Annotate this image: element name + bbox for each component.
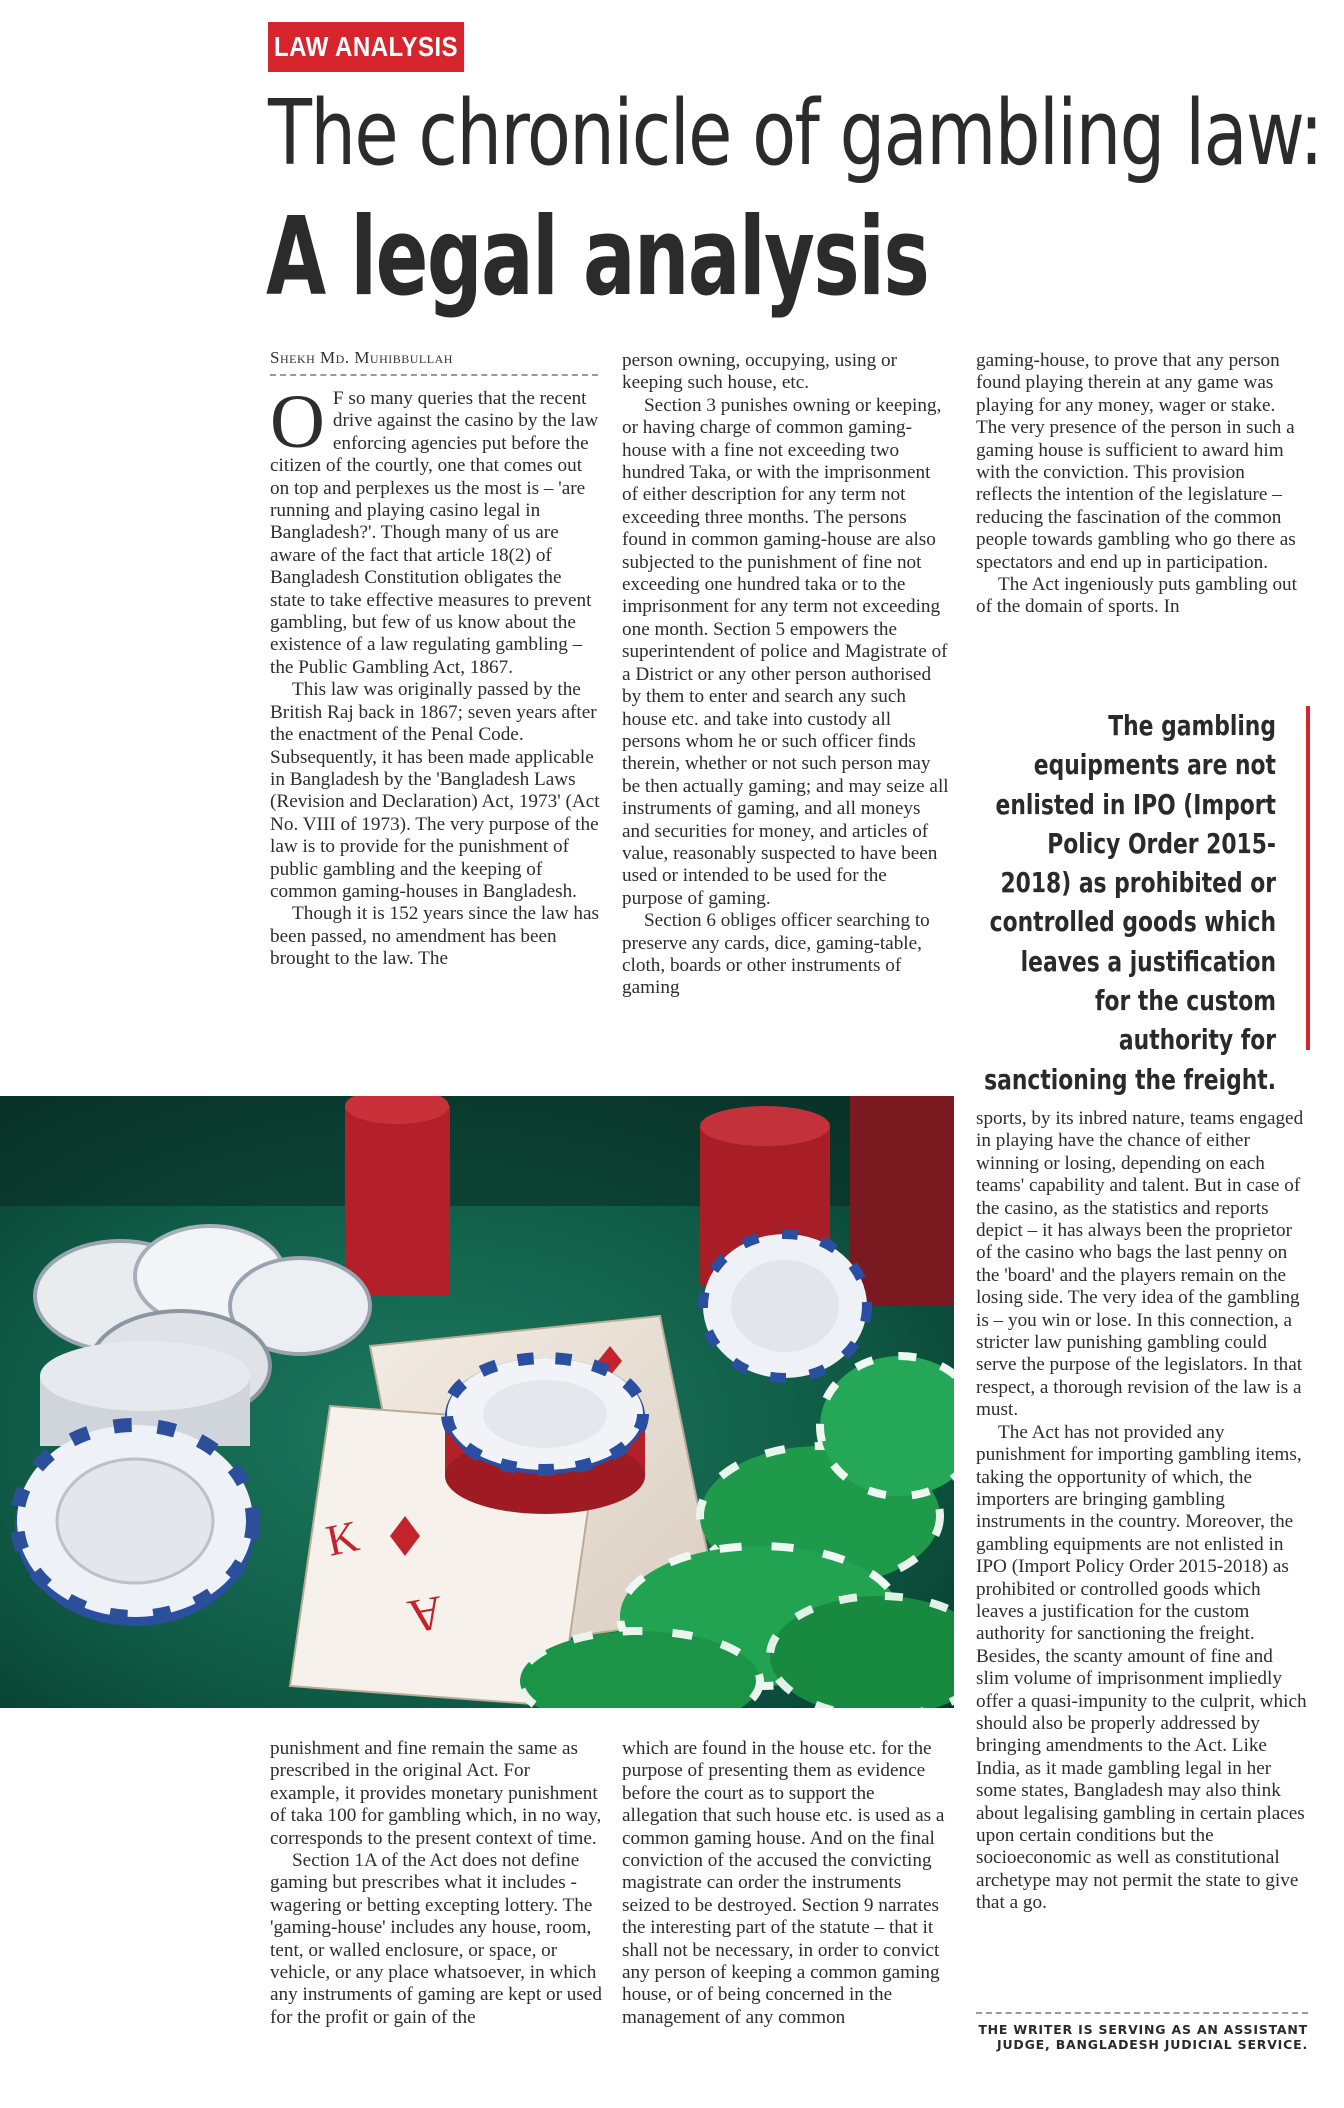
casino-chips-illustration [0, 1096, 954, 1708]
paragraph: Though it is 152 years since the law has been passed, no amendment has been brought to the law. The [270, 903, 599, 970]
section-tag: LAW ANALYSIS [268, 22, 464, 72]
article-column-1-top [270, 388, 600, 1068]
paragraph: This law was originally passed by the British Raj back in 1867; seven years after the enactment of the Penal Code. Subsequently, it has been made applicable in Bangladesh by the 'Bangladesh Laws (Revision and Declaration) Act, 1973' (Act No. VIII of 1973). The very purpose of the law is to provide for the punishment of public gambling and the keeping of common gaming-houses in Bangladesh. [270, 679, 600, 902]
article-column-3-top [976, 350, 1306, 660]
writer-note: THE WRITER IS SERVING AS AN ASSISTANT JUDGE, BANGLADESH JUDICIAL SERVICE. [976, 2012, 1308, 2052]
paragraph: The Act has not provided any punishment for importing gambling items, taking the opportunity of which, the importers are bringing gambling instruments in the country. Moreover, the gambling equipments are not enlisted in IPO (Import Policy Order 2015-2018) as prohibited or controlled goods which leaves a justification for the custom authority for sanctioning the freight. Besides, the scanty amount of fine and slim volume of imprisonment impliedly offer a quasi-impunity to the culprit, which should also be properly addressed by bringing amendments to the Act. Like India, as it made gambling legal in her some states, Bangladesh may also think about legalising gambling in certain places upon certain conditions but the socioeconomic as well as constitutional archetype may not permit the state to give that a go. [976, 1421, 1307, 1914]
article-column-2-top [622, 350, 950, 1066]
paragraph: sports, by its inbred nature, teams engaged in playing have the chance of either winning or losing, depending on each teams' capability and talent. But in case of the casino, as the statistics and reports depict – it has always been the proprietor of the casino who bags the last penny on the 'board' and the players remain on the losing side. The very idea of the gambling is – you win or lose. In this connection, a stricter law punishing gambling could serve the purpose of the legislators. In that respect, a thorough revision of the law is a must. [976, 1108, 1304, 1421]
paragraph: Section 1A of the Act does not define gaming but prescribes what it includes - wagering or betting excepting lottery. The 'gaming-house' includes any house, room, tent, or walled enclosure, or space, or vehicle, or any place whatsoever, in which any instruments of gaming are kept or used for the profit or gain of the [270, 1850, 602, 2028]
article-column-1-bottom [270, 1738, 602, 2094]
pull-quote-text: The gambling equipments are not enlisted in IPO (Import Policy Order 2015-2018) as prohibited or controlled goods which leaves a justification for the custom authority for sanctioning the freight. [984, 709, 1276, 1096]
paragraph: Section 6 obliges officer searching to preserve any cards, dice, gaming-table, cloth, boards or other instruments of gaming [622, 910, 930, 999]
paragraph: punishment and fine remain the same as prescribed in the original Act. For example, it provides monetary punishment of taka 100 for gambling which, in no way, corresponds to the present context of time. [270, 1738, 602, 1849]
author-byline: Shekh Md. Muhibbullah [270, 348, 598, 376]
svg-text:K: K [321, 1511, 364, 1566]
pull-quote [982, 706, 1310, 1096]
article-column-3-middle [976, 1108, 1308, 2008]
paragraph: The Act ingeniously puts gambling out of the domain of sports. In [976, 574, 1297, 618]
white-chip-right [703, 1234, 867, 1378]
headline-line-2: A legal analysis [266, 195, 929, 320]
casino-chips-photo [0, 1096, 954, 1708]
headline-line-1: The chronicle of gambling law: [268, 81, 1323, 186]
paragraph: gaming-house, to prove that any person found playing therein at any game was playing for any money, wager or stake. The very presence of the person in such a gaming house is sufficient to award him with the conviction. This provision reflects the intention of the legislature – reducing the fascination of the common people towards gambling who go there as spectators and end up in participation. [976, 350, 1296, 573]
paragraph: O F so many queries that the recent drive against the casino by the law enforcing agencies put before the citizen of the courtly, one that comes out on top and perplexes us the most is – 'are running and playing casino legal in Bangladesh?'. Though many of us are aware of the fact that article 18(2) of Bangladesh Constitution obligates the state to take effective measures to prevent gambling, but few of us know about the existence of a law regulating gambling – the Public Gambling Act, 1867. [270, 388, 599, 678]
drop-cap: O [270, 388, 325, 464]
article-column-2-bottom [622, 1738, 952, 2094]
center-chip [445, 1358, 645, 1514]
paragraph: person owning, occupying, using or keeping such house, etc. [622, 350, 897, 394]
svg-text:A: A [403, 1585, 448, 1644]
blue-white-chip [15, 1425, 255, 1626]
paragraph: which are found in the house etc. for the purpose of presenting them as evidence before the court as to support the allegation that such house etc. is used as a common gaming house. And on the final conviction of the accused the convicting magistrate can order the instruments seized to be destroyed. Section 9 narrates the interesting part of the statute – that it shall not be necessary, in order to convict any person of keeping a common gaming house, or of being concerned in the management of any common [622, 1738, 945, 2028]
paragraph: Section 3 punishes owning or keeping, or having charge of common gaming-house with a fine not exceeding two hundred Taka, or with the imprisonment of either description for any term not exceeding three months. The persons found in common gaming-house are also subjected to the punishment of fine not exceeding one hundred taka or to the imprisonment for any term not exceeding one month. Section 5 empowers the superintendent of police and Magistrate of a District or any other person authorised by them to enter and search any such house etc. and take into custody all persons whom he or such officer finds therein, whether or not such person may be then actually gaming; and may seize all instruments of gaming, and all moneys and securities for money, and articles of value, reasonably suspected to have been used or intended to be used for the purpose of gaming. [622, 394, 949, 909]
